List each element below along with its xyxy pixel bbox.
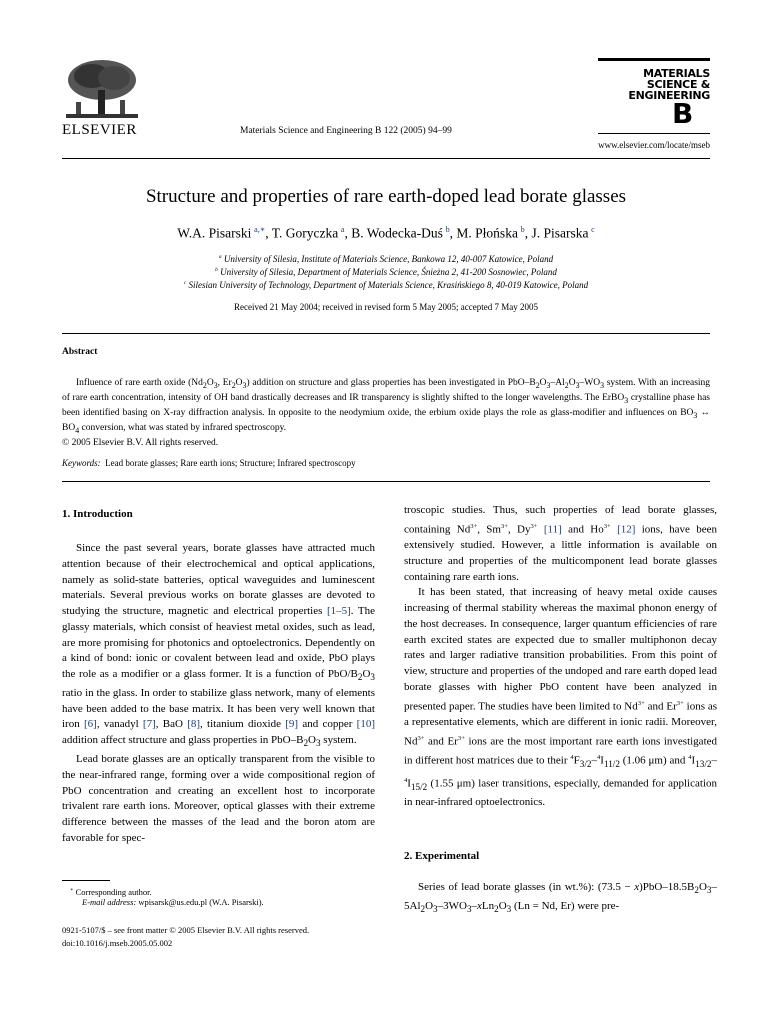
article-title: Structure and properties of rare earth-doped lead borate glasses bbox=[145, 186, 627, 207]
experimental-text: Series of lead borate glasses (in wt.%): $(73.5 - x)PbO-18.5B_2O_3-5Al_2O_3-3WO_3-xLn_2O_3$ (Ln = Nd, Er) were pre- bbox=[404, 881, 717, 915]
journal-logo-letter: B bbox=[672, 97, 694, 130]
affiliation-c: $^c$ Silesian University of Technology, Department of Materials Science, Krasińskiego 8, 40-019 Katowice, Poland bbox=[183, 280, 589, 290]
author-affil-mark: b bbox=[520, 225, 525, 234]
issn-line: 0921-5107/$ – see front matter © 2005 Elsevier B.V. All rights reserved. bbox=[62, 925, 310, 935]
affiliation-a: $^a$ University of Silesia, Institute of Materials Science, Bankowa 12, 40-007 Katowice, Poland bbox=[218, 254, 554, 264]
elsevier-tree-logo-icon bbox=[62, 58, 142, 122]
header-divider bbox=[62, 158, 710, 159]
footnote-divider bbox=[62, 880, 110, 881]
author-name: W.A. Pisarski bbox=[177, 225, 252, 241]
author-affil-mark: b bbox=[445, 225, 450, 234]
journal-logo-text: MATERIALS SCIENCE & ENGINEERING bbox=[628, 67, 710, 102]
affiliation-b: $^b$ University of Silesia, Department of Materials Science, Śnieżna 2, 41-200 Sosnowiec, Poland bbox=[215, 267, 557, 277]
logo-divider bbox=[598, 133, 710, 134]
keywords: Keywords: Lead borate glasses; Rare earth ions; Structure; Infrared spectroscopy bbox=[62, 458, 356, 468]
abstract-text: Influence of rare earth oxide ($Nd_2O_3$, $Er_2O_3$) addition on structure and glass properties has been investigated in PbO–$B_2O_3-Al_2O_3-WO_3$ system. With an increasing of rare earth concentration, intensity of OH band drastically decreases and IR transparency is slightly shifted to the longer wavelengths. The ErBO$_3$ crystalline phase has been identified basing on X-ray diffraction analysis. In opposite to the neodymium oxide, the erbium oxide plays the role as glass-modifier and influences on $BO_3$ ↔ $BO_4$ conversion, what was stated by infrared spectroscopy. © 2005 Elsevier B.V. All rights reserved. bbox=[62, 378, 711, 449]
author-name: J. Pisarska bbox=[531, 225, 589, 241]
introduction-left-column: Since the past several years, borate glasses have attracted much attention because of their electrochemical and optical applications, namely as solid-state batteries, optical waveguides and luminescent materials. Several previous works on borate glasses are devoted to studying the structure, magnetic and electrical properties [1–5]. The glassy materials, which consist of heaviest metal oxides, such as lead, are more promising for photonics and optoelectronics. Dependently on a kind of bond: ionic or covalent between lead and oxide, PbO plays the role as a modifier or a glass former. It is a function of PbO/$B_2O_3$ ratio in the glass. In order to stabilize glass network, many of elements have been added to the base matrix. It has been very well known that iron [6], vanadyl [7], BaO [8], titanium dioxide [9] and copper [10] addition affect structure and glass properties in PbO–$B_2O_3$ system. Lead borate glasses are an optically transparent from the visible to the near-infrared range, forming over a wide compositional region of PbO concentration and creating an excellent host to incorporate trivalent rare earth ions. Moreover, optical glasses with their extreme difference between the masses of the lead and the boron atom are favorable for spec- bbox=[62, 542, 376, 844]
author-affil-mark: c bbox=[591, 225, 595, 234]
author-affil-mark: a,∗ bbox=[254, 225, 266, 234]
publisher-name: ELSEVIER bbox=[62, 122, 137, 138]
corresponding-footnote: ∗ Corresponding author. bbox=[70, 886, 152, 897]
author-affil-mark: a bbox=[340, 225, 345, 234]
author-name: B. Wodecka-Duś bbox=[351, 225, 443, 241]
journal-url[interactable]: www.elsevier.com/locate/mseb bbox=[598, 140, 710, 150]
received-dates: Received 21 May 2004; received in revised form 5 May 2005; accepted 7 May 2005 bbox=[234, 302, 538, 312]
author-name: M. Płońska bbox=[456, 225, 518, 241]
section-heading-experimental: 2. Experimental bbox=[404, 850, 480, 862]
doi-line[interactable]: doi:10.1016/j.mseb.2005.05.002 bbox=[62, 938, 173, 948]
author-list: W.A. Pisarski $^{a,∗}$, T. Goryczka $^a$, B. Wodecka-Duś $^b$, M. Płońska $^b$, J. Pisarska $^c$ bbox=[177, 225, 595, 241]
journal-citation: Materials Science and Engineering B 122 (2005) 94–99 bbox=[240, 126, 452, 136]
email-link[interactable]: wpisarsk@us.edu.pl (W.A. Pisarski). bbox=[138, 897, 264, 907]
section-heading-introduction: 1. Introduction bbox=[62, 508, 133, 520]
introduction-right-column: troscopic studies. Thus, such properties of lead borate glasses, containing $Nd^{3+}$, $Sm^{3+}$, $Dy^{3+}$ [11] and $Ho^{3+}$ [12] ions, have been extensively studied. However, a little information is available on structure and properties of the multicomponent lead borate glasses containing rare earth ions. It has been stated, that increasing of heavy metal oxide causes increasing of thermal stability whereas the maximal phonon energy of the host decreases. In consequence, larger quantum efficiencies of rare earth excited states are expected due to smaller multiphonon decay rates and larger radiative transition probabilities. From this point of view, structure and properties of the undoped and rare earth doped lead borate glasses with higher PbO content have been analyzed in presented paper. The studies have been limited to $Nd^{3+}$ and $Er^{3+}$ ions as a representative elements, which are different in ionic radii. Moreover, $Nd^{3+}$ and $Er^{3+}$ ions are the most important rare earth ions investigated in different host matrices due to their $^4F_{3/2}-^4I_{11/2}$ (1.06 μm) and $^4I_{13/2}-^4I_{15/2}$ (1.55 μm) laser transitions, especially, demanded for application in near-infrared optoelectronics. bbox=[404, 504, 718, 809]
keywords-divider bbox=[62, 481, 710, 482]
abstract-heading: Abstract bbox=[62, 347, 98, 357]
email-footnote: E-mail address: wpisarsk@us.edu.pl (W.A. Pisarski). bbox=[82, 897, 264, 907]
author-name: T. Goryczka bbox=[271, 225, 339, 241]
abstract-divider bbox=[62, 333, 710, 334]
